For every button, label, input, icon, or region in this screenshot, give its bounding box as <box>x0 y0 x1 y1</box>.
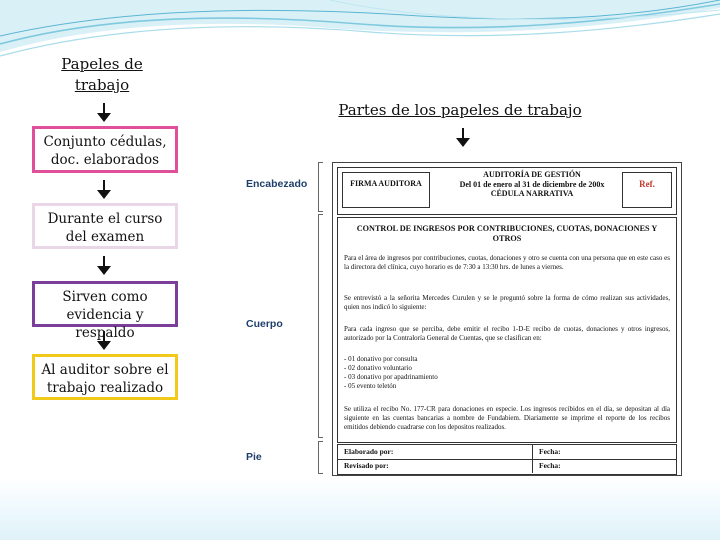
arrow-down-icon <box>456 128 470 148</box>
firma-auditora: FIRMA AUDITORA <box>342 172 430 208</box>
header-ref: Ref. <box>622 172 672 208</box>
label-header: Encabezado <box>246 178 308 190</box>
work-paper-sheet <box>332 162 682 476</box>
flow-box-auditor: Al auditor sobre el trabajo realizado <box>32 354 178 400</box>
flow-box-sirven: Sirven como evidencia y respaldo <box>32 281 178 327</box>
right-title: Partes de los papeles de trabajo <box>338 101 582 119</box>
arrow-down-icon <box>97 103 111 123</box>
header-period: Del 01 de enero al 31 de diciembre de 200x <box>459 179 605 189</box>
body-list <box>344 355 670 391</box>
left-title: Papeles de trabajo <box>61 55 143 94</box>
arrow-down-icon <box>97 256 111 276</box>
footer-row <box>338 459 676 473</box>
list-item: - 02 donativo voluntario <box>344 364 412 372</box>
label-footer: Pie <box>246 451 262 463</box>
flow-box-conjunto: Conjunto cédulas, doc. elaborados <box>32 126 178 173</box>
body-paragraph: Se utiliza el recibo No. 177-CR para donaciones en especie. Los ingresos recibidos en el día, se depositan al día siguiente en las cuentas bancarias a nombre de Fundabiem. Diariamente se imprime el reporte de los recibos emitidos debiendo cuadrarse con los depositos realizados. <box>344 405 670 431</box>
header-center <box>434 170 630 199</box>
body-paragraph: Para cada ingreso que se perciba, debe emitir el recibo 1-D-E recibo de cuotas, donaciones y otros ingresos, autorizado por la Contraloría General de Cuentas, que se clasifican en: <box>344 325 670 342</box>
body-paragraph: Se entrevistó a la señorita Mercedes Curulen y se le preguntó sobre la forma de cómo realizan sus actividades, quien nos indicó lo siguiente: <box>344 294 670 311</box>
bracket-body <box>318 214 323 438</box>
elaborado-label: Elaborado por: <box>344 447 394 456</box>
bracket-header <box>318 162 323 212</box>
sheet-header <box>337 167 677 215</box>
label-body: Cuerpo <box>246 318 283 330</box>
sheet-footer <box>337 444 677 475</box>
header-cedula-type: CÉDULA NARRATIVA <box>490 189 574 198</box>
sheet-body <box>337 217 677 443</box>
header-audit-title: AUDITORÍA DE GESTIÓN <box>483 170 581 179</box>
bracket-footer <box>318 441 323 474</box>
footer-row <box>338 445 676 460</box>
revisado-label: Revisado por: <box>344 461 389 470</box>
list-item: - 03 donativo por apadrinamiento <box>344 373 438 381</box>
work-paper-figure <box>240 158 686 478</box>
arrow-down-icon <box>97 180 111 200</box>
flow-box-durante: Durante el curso del examen <box>32 203 178 249</box>
list-item: - 05 evento teletón <box>344 382 397 390</box>
body-paragraph: Para el área de ingresos por contribuciones, cuotas, donaciones y otro se cuenta con una persona que en este caso es la directora del clínica, cuyo horario es de 7:30 a 13:30 hrs. de lunes a viernes. <box>344 254 670 271</box>
body-title: CONTROL DE INGRESOS POR CONTRIBUCIONES, CUOTAS, DONACIONES Y OTROS <box>356 224 658 243</box>
decorative-bottom-band <box>0 478 720 540</box>
fecha-label: Fecha: <box>532 459 561 473</box>
list-item: - 01 donativo por consulta <box>344 355 418 363</box>
fecha-label: Fecha: <box>532 445 561 459</box>
